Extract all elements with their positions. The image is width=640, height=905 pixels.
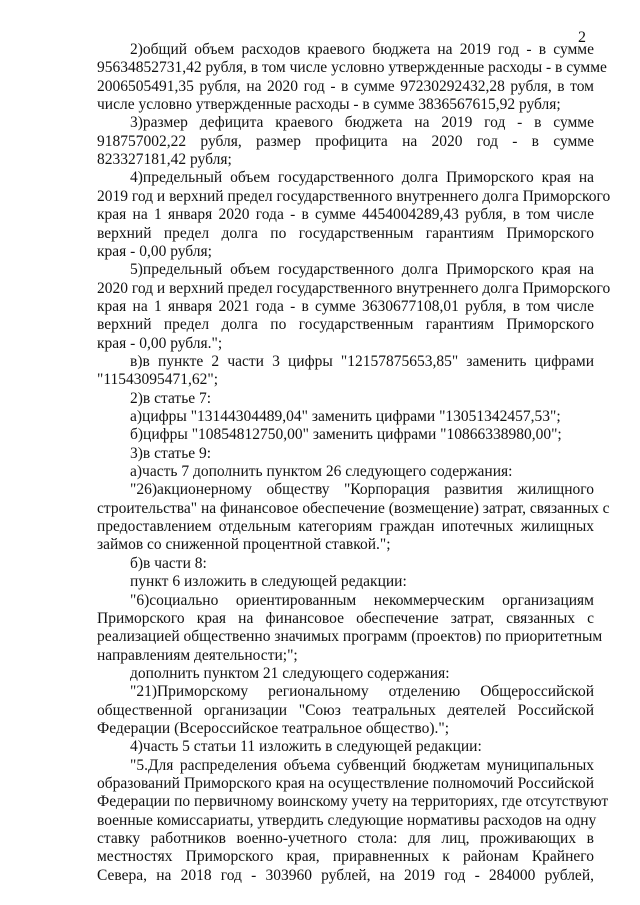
page-number: 2 xyxy=(578,29,586,46)
text-line: военные комиссариаты, утвердить следующие нормативы расходов на одну xyxy=(97,811,597,829)
text-line: реализацией общественно значимых программ (проектов) по приоритетным xyxy=(97,628,603,646)
text-line: 2006505491,35 рубля, на 2020 год - в сумме 97230292432,28 рубля, в том xyxy=(97,77,594,95)
text-line: б)цифры "10854812750,00" заменить цифрами "10866338980,00"; xyxy=(130,426,562,444)
text-line: "5.Для распределения объема субвенций бюджетам муниципальных xyxy=(130,756,594,774)
text-line: 3)размер дефицита краевого бюджета на 2019 год - в сумме xyxy=(130,114,594,132)
text-line: 4)часть 5 статьи 11 изложить в следующей редакции: xyxy=(130,738,482,756)
text-line: 4)предельный объем государственного долга Приморского края на xyxy=(130,169,594,187)
text-line: 2019 год и верхний предел государственного внутреннего долга Приморского xyxy=(97,187,611,205)
text-line: 823327181,42 рубля; xyxy=(97,151,232,169)
text-line: предоставлением отдельным категориям граждан ипотечных жилищных xyxy=(97,518,594,536)
text-line: Федерации (Всероссийское театральное общество)."; xyxy=(97,719,450,737)
text-line: 3)в статье 9: xyxy=(130,444,212,462)
text-line: верхний предел долга по государственным гарантиям Приморского xyxy=(97,316,594,334)
text-line: "26)акционерному обществу "Корпорация развития жилищного xyxy=(130,481,594,499)
text-line: числе условно утвержденные расходы - в сумме 3836567615,92 рубля; xyxy=(97,96,561,114)
text-line: дополнить пунктом 21 следующего содержания: xyxy=(130,664,450,682)
text-line: направлениям деятельности;"; xyxy=(97,646,298,664)
text-line: Федерации по первичному воинскому учету на территориях, где отсутствуют xyxy=(97,793,609,811)
text-line: местностях Приморского края, приравненных к районам Крайнего xyxy=(97,848,594,866)
text-line: края - 0,00 рубля."; xyxy=(97,334,223,352)
text-line: ставку работников военно-учетного стола: для лиц, проживающих в xyxy=(97,830,594,848)
text-line: образований Приморского края на осуществление полномочий Российской xyxy=(97,775,594,792)
text-line: Севера, на 2018 год - 303960 рублей, на 2019 год - 284000 рублей, xyxy=(97,866,594,884)
text-line: 2)общий объем расходов краевого бюджета на 2019 год - в сумме xyxy=(130,41,594,58)
text-line: б)в части 8: xyxy=(130,554,207,572)
text-line: а)часть 7 дополнить пунктом 26 следующего содержания: xyxy=(130,463,513,481)
text-line: общественной организации "Союз театральных деятелей Российской xyxy=(97,701,594,719)
text-line: "6)социально ориентированным некоммерческим организациям xyxy=(130,591,594,609)
text-line: 918757002,22 рубля, размер профицита на 2020 год - в сумме xyxy=(97,132,594,150)
text-line: верхний предел долга по государственным гарантиям Приморского xyxy=(97,224,594,242)
text-line: Приморского края на финансовое обеспечение затрат, связанных с xyxy=(97,609,594,627)
text-line: пункт 6 изложить в следующей редакции: xyxy=(130,573,407,591)
text-line: края на 1 января 2020 года - в сумме 4454004289,43 рубля, в том числе xyxy=(97,206,594,224)
text-line: "21)Приморскому региональному отделению Общероссийской xyxy=(130,683,594,701)
text-line: 5)предельный объем государственного долга Приморского края на xyxy=(130,261,594,279)
text-line: 2)в статье 7: xyxy=(130,389,212,407)
text-line: края на 1 января 2021 года - в сумме 3630677108,01 рубля, в том числе xyxy=(97,297,594,315)
text-line: "11543095471,62"; xyxy=(97,371,219,389)
text-line: а)цифры "13144304489,04" заменить цифрами "13051342457,53"; xyxy=(130,408,561,425)
text-line: 2020 год и верхний предел государственного внутреннего долга Приморского xyxy=(97,279,611,297)
text-line: края - 0,00 рубля; xyxy=(97,242,212,260)
text-line: 95634852731,42 рубля, в том числе условно утвержденные расходы - в сумме xyxy=(97,59,607,77)
text-line: в)в пункте 2 части 3 цифры "12157875653,85" заменить цифрами xyxy=(130,352,594,370)
text-line: займов со сниженной процентной ставкой."; xyxy=(97,536,391,554)
text-line: строительства" на финансовое обеспечение (возмещение) затрат, связанных с xyxy=(97,499,610,517)
